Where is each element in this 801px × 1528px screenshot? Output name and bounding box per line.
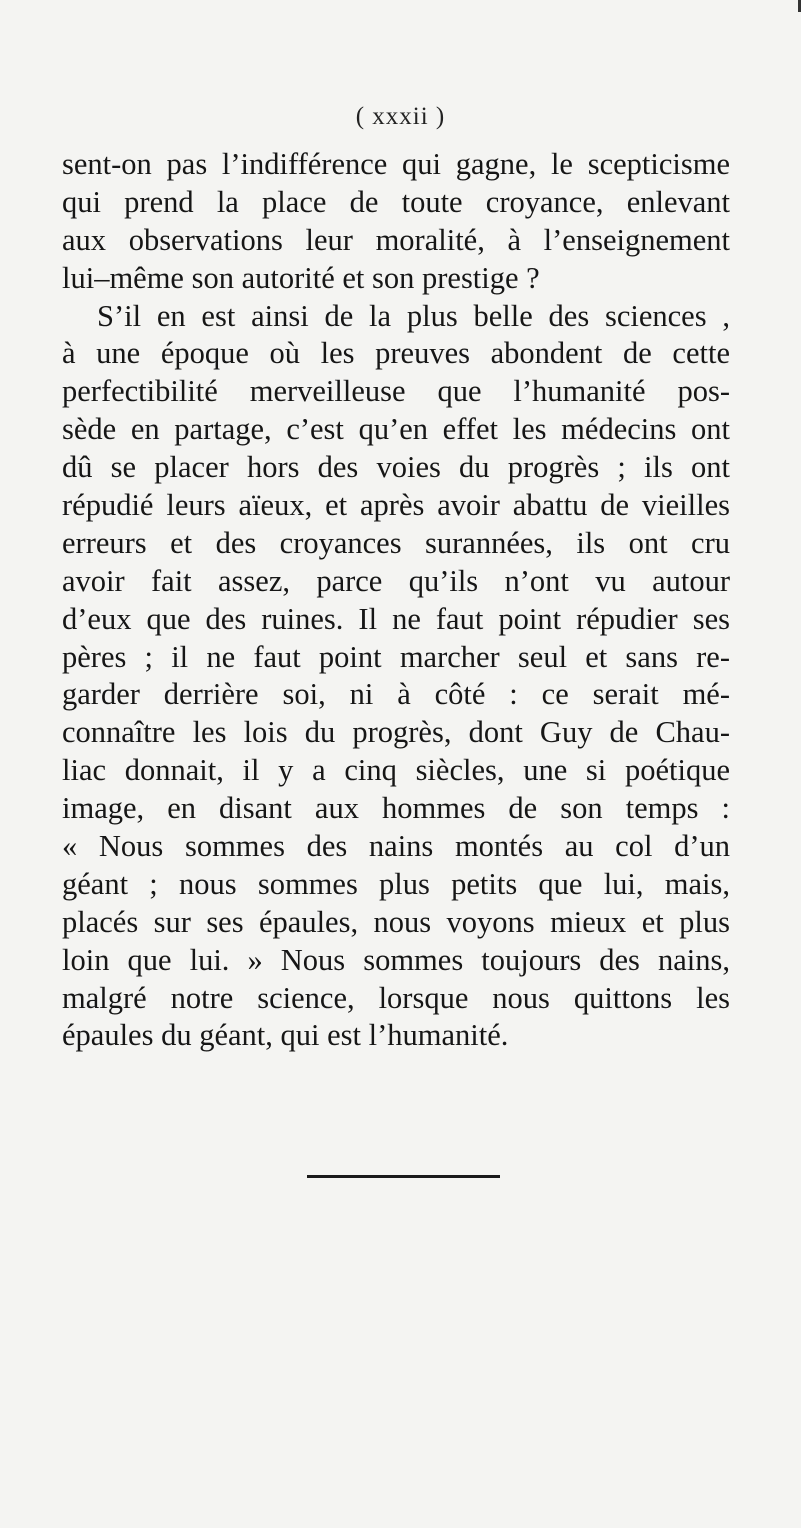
text-line: malgré notre science, lorsque nous quittons les [62,980,730,1015]
text-line: dû se placer hors des voies du progrès ; ils ont [62,450,730,485]
text-line: image, en disant aux hommes de son temps : [62,791,730,826]
text-line: géant ; nous sommes plus petits que lui, mais, [62,866,730,901]
body-text [62,146,730,1055]
text-line: S’il en est ainsi de la plus belle des sciences , [97,298,730,333]
text-line: répudié leurs aïeux, et après avoir abattu de vieilles [62,488,730,523]
text-line: sède en partage, c’est qu’en effet les médecins ont [62,412,730,447]
text-line: d’eux que des ruines. Il ne faut point répudier ses [62,601,730,636]
text-line: sent-on pas l’indifférence qui gagne, le scepticisme [62,147,730,181]
text-line: à une époque où les preuves abondent de cette [62,336,730,371]
text-line: qui prend la place de toute croyance, enlevant [62,184,730,219]
text-line: connaître les lois du progrès, dont Guy de Chau- [62,715,730,750]
text-line: erreurs et des croyances surannées, ils ont cru [62,525,730,560]
text-line: épaules du géant, qui est l’humanité. [62,1018,509,1053]
text-line: placés sur ses épaules, nous voyons mieux et plus [62,904,730,939]
text-line: garder derrière soi, ni à côté : ce serait mé- [62,677,730,712]
text-line: avoir fait assez, parce qu’ils n’ont vu autour [62,563,730,598]
text-line: liac donnait, il y a cinq siècles, une si poétique [62,753,730,788]
section-divider-rule [307,1175,500,1178]
page-header-number: ( xxxii ) [355,103,446,130]
text-line: pères ; il ne faut point marcher seul et sans re- [62,639,730,674]
text-line: loin que lui. » Nous sommes toujours des nains, [62,942,730,977]
text-line: « Nous sommes des nains montés au col d’un [62,829,730,864]
text-line: perfectibilité merveilleuse que l’humanité pos- [62,374,730,409]
text-line: aux observations leur moralité, à l’enseignement [62,222,730,257]
text-line: lui–même son autorité et son prestige ? [62,260,540,295]
